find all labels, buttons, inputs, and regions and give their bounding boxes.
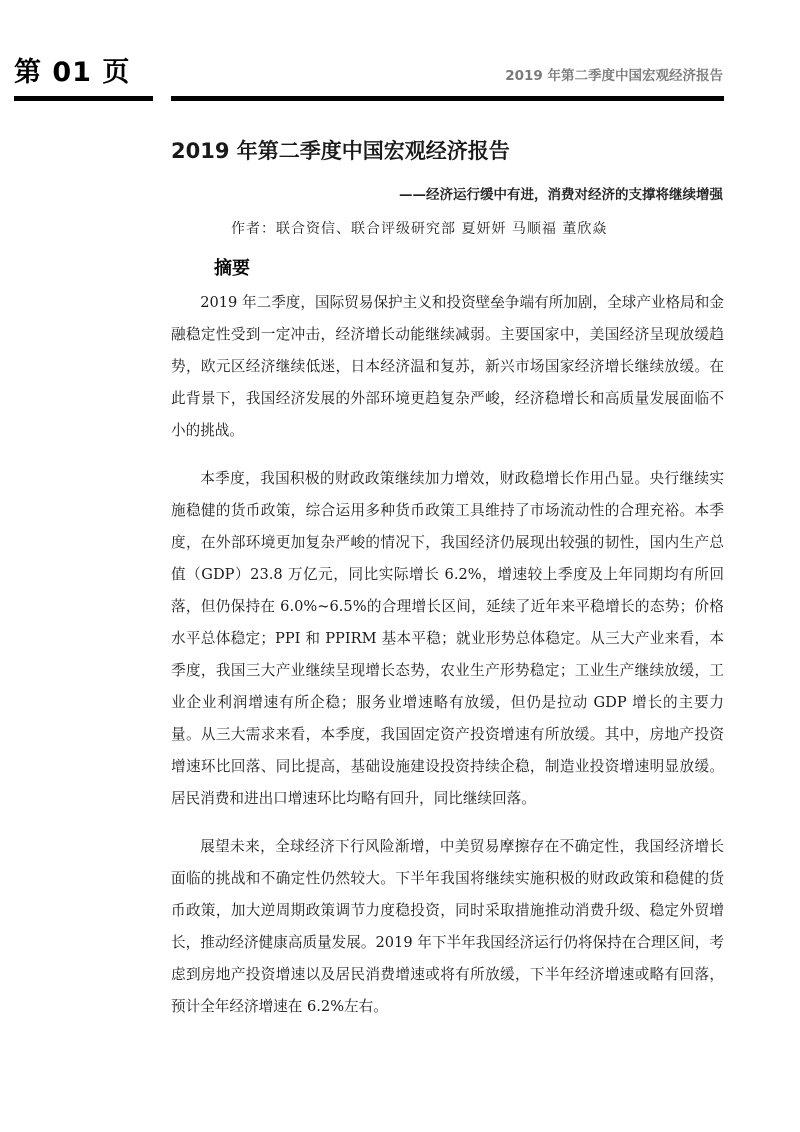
section-heading-abstract: 摘要	[214, 258, 250, 279]
header-rule-right	[171, 96, 724, 101]
paragraph: 2019 年二季度，国际贸易保护主义和投资壁垒争端有所加剧，全球产业格局和金融稳定性受到一定冲击，经济增长动能继续减弱。主要国家中，美国经济呈现放缓趋势，欧元区经济继续低迷，日本经济温和复苏，新兴市场国家经济增长继续放缓。在此背景下，我国经济发展的外部环境更趋复杂严峻，经济稳增长和高质量发展面临不小的挑战。	[171, 294, 724, 439]
authors-line: 作者：联合资信、联合评级研究部 夏妍妍 马顺福 董欣焱	[231, 221, 608, 237]
paragraph: 展望未来，全球经济下行风险渐增，中美贸易摩擦存在不确定性，我国经济增长面临的挑战和不确定性仍然较大。下半年我国将继续实施积极的财政政策和稳健的货币政策，加大逆周期政策调节力度稳投资，同时采取措施推动消费升级、稳定外贸增长，推动经济健康高质量发展。2019 年下半年我国经济运行仍将保持在合理区间，考虑到房地产投资增速以及居民消费增速或将有所放缓，下半年经济增速或略有回落，预计全年经济增速在 6.2%左右。	[171, 838, 724, 1015]
page-number: 第 01 页	[14, 57, 131, 88]
paragraph: 本季度，我国积极的财政政策继续加力增效，财政稳增长作用凸显。央行继续实施稳健的货币政策，综合运用多种货币政策工具维持了市场流动性的合理充裕。本季度，在外部环境更加复杂严峻的情况下，我国经济仍展现出较强的韧性，国内生产总值（GDP）23.8 万亿元，同比实际增长 6.2%，增速较上季度及上年同期均有所回落，但仍保持在 6.0%~6.5%的合理增长区间，延续了近年来平稳增长的态势；价格水平总体稳定；PPI 和 PPIRM 基本平稳；就业形势总体稳定。从三大产业来看，本季度，我国三大产业继续呈现增长态势，农业生产形势稳定；工业生产继续放缓，工业企业利润增速有所企稳；服务业增速略有放缓，但仍是拉动 GDP 增长的主要力量。从三大需求来看，本季度，我国固定资产投资增速有所放缓。其中，房地产投资增速环比回落、同比提高，基础设施建设投资持续企稳，制造业投资增速明显放缓。居民消费和进出口增速环比均略有回升，同比继续回落。	[171, 470, 724, 807]
header-rule-left	[14, 96, 153, 101]
running-header-title: 2019 年第二季度中国宏观经济报告	[505, 68, 723, 84]
abstract-body	[171, 287, 724, 1039]
document-title: 2019 年第二季度中国宏观经济报告	[171, 139, 510, 163]
document-subtitle: ——经济运行缓中有进，消费对经济的支撑将继续增强	[399, 187, 723, 203]
